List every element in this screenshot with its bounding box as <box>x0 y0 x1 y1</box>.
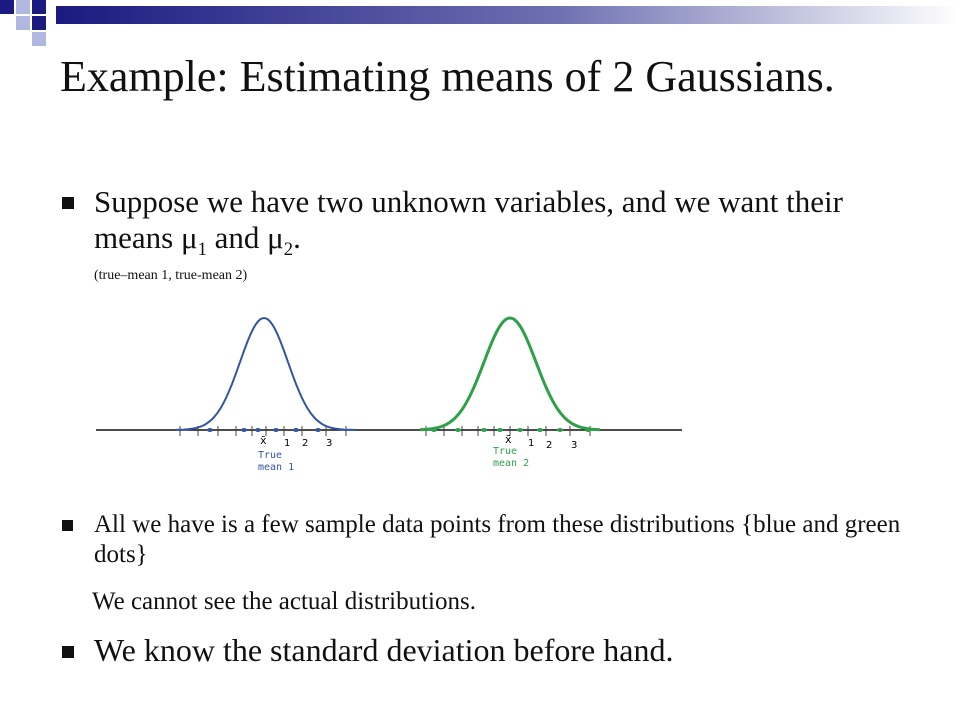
sample-dot-11 <box>537 428 543 432</box>
tick-left-2: 2 <box>302 438 309 449</box>
bullet-sample-points <box>62 510 922 570</box>
sample-dot-7 <box>455 428 461 432</box>
bullet-std-dev-text: We know the standard deviation before hand. <box>94 632 674 668</box>
cannot-see-line: We cannot see the actual distributions. <box>92 588 476 615</box>
sample-dot-3 <box>273 428 279 432</box>
right-label-line1: True <box>493 446 518 457</box>
right-label-line2: mean 2 <box>493 458 530 469</box>
sample-dot-4 <box>293 428 299 432</box>
sample-dot-8 <box>481 428 487 432</box>
tick-right-2: 2 <box>546 440 553 451</box>
bullet-sample-points-text: All we have is a few sample data points from these distributions {blue and green dots} <box>94 511 901 568</box>
xbar-left: x̄ <box>260 434 267 447</box>
slide-title: Example: Estimating means of 2 Gaussians. <box>60 52 835 101</box>
sample-dot-2 <box>255 428 261 432</box>
sample-dot-13 <box>585 428 591 432</box>
tick-left-3: 3 <box>326 438 333 449</box>
xbar-right: x̄ <box>505 433 512 446</box>
green-gaussian-curve <box>420 318 600 430</box>
bullet-suppose-text: Suppose we have two unknown variables, and we want their means $\mu_1$ and $\mu_2$. <box>94 184 843 261</box>
left-label-line2: mean 1 <box>258 462 295 473</box>
sample-dot-6 <box>431 428 437 432</box>
sample-dot-10 <box>517 428 523 432</box>
sample-dot-1 <box>241 428 247 432</box>
sample-dot-12 <box>557 428 563 432</box>
bullet-std-dev <box>62 630 922 670</box>
bullet-square-icon <box>62 646 74 658</box>
blue-gaussian-curve <box>176 318 356 430</box>
bullet-square-icon <box>62 520 73 531</box>
sample-dot-5 <box>315 428 321 432</box>
tick-right-3: 3 <box>571 440 578 451</box>
left-label-line1: True <box>258 450 283 461</box>
sample-dot-0 <box>207 428 213 432</box>
tick-right-1: 1 <box>528 438 535 449</box>
sample-dot-9 <box>497 428 503 432</box>
tick-left-1: 1 <box>284 438 291 449</box>
true-mean-note: (true–mean 1, true-mean 2) <box>94 268 248 283</box>
